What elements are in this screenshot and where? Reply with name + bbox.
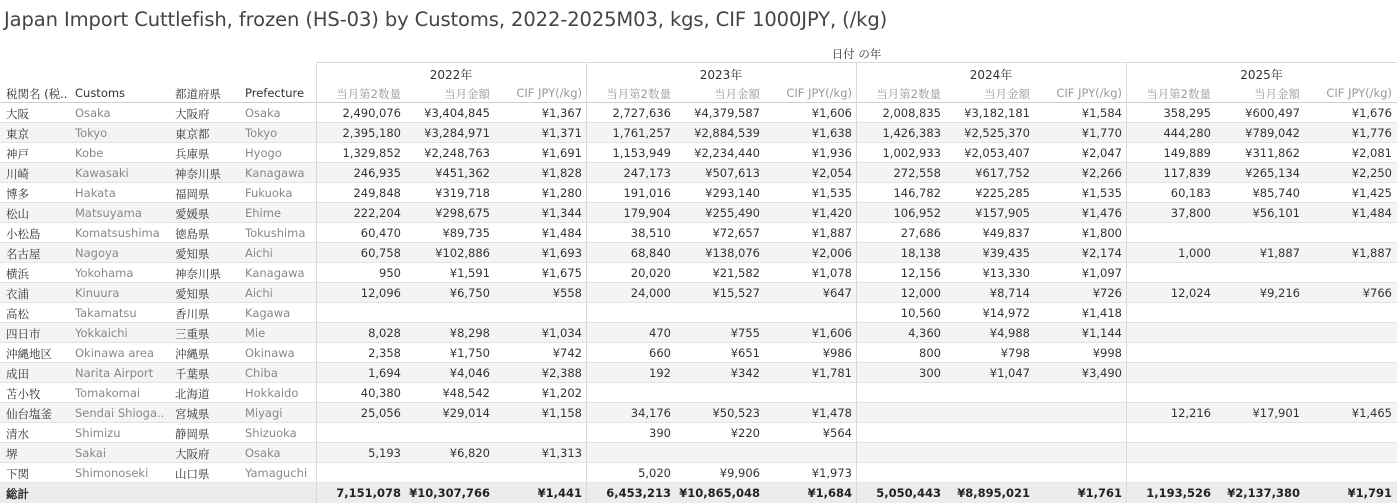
table-cell: 192 (649, 366, 671, 380)
table-cell: 60,183 (1170, 186, 1211, 200)
measure-header: 当月金額 (984, 87, 1030, 101)
table-cell: ¥72,657 (712, 226, 760, 240)
measure-header: CIF JPY(/kg) (516, 86, 582, 100)
total-cell: ¥8,895,021 (957, 486, 1030, 500)
table-cell: ¥3,182,181 (964, 106, 1030, 120)
table-cell: ¥2,248,763 (424, 146, 490, 160)
row-label-pref_jp: 兵庫県 (175, 147, 210, 161)
table-cell: 1,000 (1178, 246, 1211, 260)
table-cell: 10,560 (900, 306, 941, 320)
table-cell: ¥39,435 (982, 246, 1030, 260)
table-cell: 1,329,852 (342, 146, 401, 160)
table-cell: ¥3,284,971 (424, 126, 490, 140)
table-cell: ¥15,527 (712, 286, 760, 300)
table-cell: ¥342 (730, 366, 760, 380)
table-cell: ¥311,862 (1245, 146, 1300, 160)
year-header: 2023年 (699, 68, 743, 82)
row-separator (0, 302, 1397, 303)
table-cell: 40,380 (360, 386, 401, 400)
table-cell: 1,761,257 (612, 126, 671, 140)
table-cell: ¥1,034 (541, 326, 582, 340)
table-cell: ¥600,497 (1245, 106, 1300, 120)
row-label-jp: 衣浦 (6, 287, 29, 301)
table-cell: 12,156 (900, 266, 941, 280)
table-cell: 2,358 (368, 346, 401, 360)
table-cell: 950 (379, 266, 401, 280)
table-cell: ¥647 (822, 286, 852, 300)
year-header: 2025年 (1240, 68, 1283, 82)
row-label-pref_jp: 愛知県 (175, 287, 210, 301)
table-cell: ¥998 (1092, 346, 1122, 360)
table-cell: ¥220 (730, 426, 760, 440)
row-separator (0, 462, 1397, 463)
table-cell: ¥8,298 (449, 326, 490, 340)
table-cell: ¥1,313 (541, 446, 582, 460)
row-label-jp: 成田 (6, 367, 29, 381)
table-cell: 1,426,383 (882, 126, 941, 140)
table-cell: 300 (919, 366, 941, 380)
row-label-pref_jp: 千葉県 (175, 367, 210, 381)
table-cell: ¥4,379,587 (694, 106, 760, 120)
row-label-customs: Osaka (75, 106, 111, 120)
table-cell: ¥1,144 (1081, 326, 1122, 340)
table-cell: ¥1,750 (449, 346, 490, 360)
measure-header: 当月金額 (1254, 87, 1300, 101)
row-label-jp: 神戸 (6, 147, 29, 161)
table-cell: ¥1,465 (1351, 406, 1392, 420)
total-label: 総計 (6, 487, 29, 501)
row-separator (0, 142, 1397, 143)
row-label-pref: Ehime (245, 206, 282, 220)
table-cell: ¥6,820 (449, 446, 490, 460)
row-label-customs: Shimizu (75, 426, 121, 440)
table-cell: 34,176 (630, 406, 671, 420)
table-cell: 5,020 (638, 466, 671, 480)
row-label-jp: 堺 (6, 447, 18, 461)
table-cell: ¥1,158 (541, 406, 582, 420)
table-cell: ¥755 (730, 326, 760, 340)
table-cell: ¥766 (1362, 286, 1392, 300)
table-cell: ¥451,362 (435, 166, 490, 180)
table-cell: ¥2,525,370 (964, 126, 1030, 140)
row-label-customs: Tokyo (75, 126, 108, 140)
row-label-pref_jp: 宮城県 (175, 407, 210, 421)
row-label-pref: Osaka (245, 446, 281, 460)
table-cell: ¥2,388 (541, 366, 582, 380)
table-cell: ¥1,097 (1081, 266, 1122, 280)
table-cell: ¥2,266 (1081, 166, 1122, 180)
table-cell: ¥2,047 (1081, 146, 1122, 160)
table-cell: ¥8,714 (989, 286, 1030, 300)
table-cell: ¥1,828 (541, 166, 582, 180)
total-cell: 6,453,213 (606, 486, 671, 500)
row-label-jp: 名古屋 (6, 247, 41, 261)
row-label-jp: 四日市 (6, 327, 41, 341)
table-cell: ¥1,371 (541, 126, 582, 140)
row-label-jp: 沖縄地区 (6, 347, 52, 361)
table-cell: ¥1,367 (541, 106, 582, 120)
table-cell: 1,694 (368, 366, 401, 380)
row-separator (0, 342, 1397, 343)
row-label-pref_jp: 東京都 (175, 127, 210, 141)
table-cell: 12,000 (900, 286, 941, 300)
table-cell: ¥319,718 (435, 186, 490, 200)
table-cell: ¥1,676 (1351, 106, 1392, 120)
table-cell: ¥1,973 (811, 466, 852, 480)
total-cell: 1,193,526 (1146, 486, 1211, 500)
row-header-pref_jp: 都道府県 (175, 87, 221, 101)
table-cell: ¥50,523 (712, 406, 760, 420)
table-cell: 60,470 (360, 226, 401, 240)
table-cell: ¥1,800 (1081, 226, 1122, 240)
table-cell: 1,153,949 (612, 146, 671, 160)
row-label-pref: Okinawa (245, 346, 295, 360)
row-label-jp: 高松 (6, 307, 29, 321)
table-cell: ¥789,042 (1245, 126, 1300, 140)
row-header-pref: Prefecture (245, 86, 305, 100)
row-label-pref: Kagawa (245, 306, 291, 320)
row-label-pref: Kanagawa (245, 266, 305, 280)
row-label-pref: Shizuoka (245, 426, 297, 440)
table-cell: ¥265,134 (1245, 166, 1300, 180)
row-label-pref_jp: 山口県 (175, 467, 210, 481)
total-cell: 5,050,443 (876, 486, 941, 500)
table-cell: ¥2,174 (1081, 246, 1122, 260)
row-label-pref: Miyagi (245, 406, 283, 420)
row-label-jp: 小松島 (6, 227, 41, 241)
table-cell: 20,020 (630, 266, 671, 280)
table-cell: ¥1,887 (1259, 246, 1300, 260)
table-cell: ¥1,936 (811, 146, 852, 160)
table-cell: ¥558 (552, 286, 582, 300)
table-cell: 146,782 (893, 186, 941, 200)
table-cell: 2,395,180 (342, 126, 401, 140)
table-cell: ¥1,484 (1351, 206, 1392, 220)
table-cell: ¥21,582 (712, 266, 760, 280)
table-cell: ¥1,675 (541, 266, 582, 280)
row-label-customs: Okinawa area (75, 346, 154, 360)
table-cell: 800 (919, 346, 941, 360)
row-label-customs: Narita Airport (75, 366, 154, 380)
measure-header: CIF JPY(/kg) (786, 86, 852, 100)
table-cell: 37,800 (1170, 206, 1211, 220)
table-cell: 106,952 (893, 206, 941, 220)
row-label-pref: Tokushima (245, 226, 306, 240)
table-cell: 4,360 (908, 326, 941, 340)
row-label-pref: Chiba (245, 366, 278, 380)
column-group-label: 日付 の年 (831, 47, 882, 61)
table-cell: ¥1,781 (811, 366, 852, 380)
table-cell: 2,490,076 (342, 106, 401, 120)
table-cell: 25,056 (360, 406, 401, 420)
table-cell: ¥1,693 (541, 246, 582, 260)
year-header: 2024年 (969, 68, 1013, 82)
table-cell: 1,002,933 (882, 146, 941, 160)
table-cell: ¥1,420 (811, 206, 852, 220)
table-cell: ¥1,638 (811, 126, 852, 140)
table-cell: ¥1,535 (811, 186, 852, 200)
table-cell: ¥2,234,440 (694, 146, 760, 160)
row-label-pref_jp: 香川県 (175, 307, 210, 321)
total-cell: ¥10,865,048 (679, 486, 760, 500)
total-cell: ¥1,684 (807, 486, 852, 500)
row-label-pref_jp: 福岡県 (175, 187, 210, 201)
table-cell: 12,216 (1170, 406, 1211, 420)
total-cell: 7,151,078 (336, 486, 401, 500)
row-label-customs: Takamatsu (75, 306, 137, 320)
table-cell: ¥1,280 (541, 186, 582, 200)
table-cell: ¥255,490 (705, 206, 760, 220)
table-cell: 5,193 (368, 446, 401, 460)
table-cell: ¥14,972 (982, 306, 1030, 320)
header-separator (0, 102, 1397, 103)
table-cell: 191,016 (623, 186, 671, 200)
row-label-customs: Sakai (75, 446, 107, 460)
table-cell: ¥1,484 (541, 226, 582, 240)
table-cell: 246,935 (353, 166, 401, 180)
row-label-jp: 川崎 (6, 167, 29, 181)
table-cell: 272,558 (893, 166, 941, 180)
table-cell: ¥2,250 (1351, 166, 1392, 180)
table-cell: ¥9,906 (719, 466, 760, 480)
row-label-customs: Shimonoseki (75, 466, 149, 480)
table-cell: ¥3,404,845 (424, 106, 490, 120)
table-cell: 8,028 (368, 326, 401, 340)
table-cell: ¥1,887 (1351, 246, 1392, 260)
row-separator (0, 422, 1397, 423)
row-label-pref_jp: 神奈川県 (175, 267, 221, 281)
table-cell: ¥1,344 (541, 206, 582, 220)
table-cell: ¥726 (1092, 286, 1122, 300)
table-cell: 149,889 (1163, 146, 1211, 160)
table-cell: 117,839 (1163, 166, 1211, 180)
table-cell: ¥298,675 (435, 206, 490, 220)
row-label-jp: 大阪 (6, 107, 29, 121)
table-cell: ¥4,046 (449, 366, 490, 380)
table-cell: ¥1,047 (989, 366, 1030, 380)
table-cell: ¥1,606 (811, 106, 852, 120)
table-cell: ¥4,988 (989, 326, 1030, 340)
row-label-pref_jp: 大阪府 (175, 447, 210, 461)
total-cell: ¥1,441 (537, 486, 582, 500)
table-cell: ¥89,735 (442, 226, 490, 240)
table-cell: ¥29,014 (442, 406, 490, 420)
measure-header: 当月第2数量 (606, 87, 671, 101)
row-separator (0, 382, 1397, 383)
row-label-customs: Yokohama (75, 266, 134, 280)
row-label-jp: 清水 (6, 427, 29, 441)
row-label-pref: Tokyo (245, 126, 278, 140)
table-cell: ¥293,140 (705, 186, 760, 200)
table-cell: 247,173 (623, 166, 671, 180)
table-cell: ¥56,101 (1252, 206, 1300, 220)
table-cell: ¥564 (822, 426, 852, 440)
measure-header: 当月金額 (444, 87, 490, 101)
row-label-jp: 横浜 (6, 267, 29, 281)
row-label-customs: Kinuura (75, 286, 120, 300)
table-cell: ¥1,425 (1351, 186, 1392, 200)
year-header-rule (316, 62, 1397, 63)
table-cell: ¥1,535 (1081, 186, 1122, 200)
row-label-customs: Komatsushima (75, 226, 160, 240)
row-label-customs: Tomakomai (75, 386, 141, 400)
table-cell: ¥3,490 (1081, 366, 1122, 380)
table-cell: 179,904 (623, 206, 671, 220)
table-cell: ¥986 (822, 346, 852, 360)
row-label-pref_jp: 神奈川県 (175, 167, 221, 181)
table-cell: ¥6,750 (449, 286, 490, 300)
table-cell: 2,727,636 (612, 106, 671, 120)
page-title: Japan Import Cuttlefish, frozen (HS-03) by Customs, 2022-2025M03, kgs, CIF 1000JPY, (/kg) (4, 8, 888, 31)
row-label-pref_jp: 愛媛県 (175, 207, 210, 221)
table-cell: ¥225,285 (975, 186, 1030, 200)
year-header: 2022年 (429, 68, 473, 82)
table-cell: ¥1,476 (1081, 206, 1122, 220)
row-label-pref_jp: 愛知県 (175, 247, 210, 261)
row-label-pref: Osaka (245, 106, 281, 120)
table-cell: ¥17,901 (1252, 406, 1300, 420)
table-cell: ¥48,542 (442, 386, 490, 400)
table-cell: ¥1,776 (1351, 126, 1392, 140)
row-label-pref_jp: 北海道 (175, 387, 210, 401)
row-label-pref: Fukuoka (245, 186, 293, 200)
table-cell: ¥617,752 (975, 166, 1030, 180)
total-cell: ¥10,307,766 (409, 486, 490, 500)
table-cell: 12,024 (1170, 286, 1211, 300)
table-cell: ¥2,884,539 (694, 126, 760, 140)
table-cell: 68,840 (630, 246, 671, 260)
table-cell: ¥9,216 (1259, 286, 1300, 300)
table-cell: ¥1,606 (811, 326, 852, 340)
measure-header: 当月第2数量 (876, 87, 941, 101)
measure-header: CIF JPY(/kg) (1326, 86, 1392, 100)
row-label-customs: Yokkaichi (75, 326, 128, 340)
data-table (0, 44, 1397, 504)
row-label-pref_jp: 大阪府 (175, 107, 210, 121)
table-cell: 444,280 (1163, 126, 1211, 140)
table-cell: ¥1,584 (1081, 106, 1122, 120)
row-label-jp: 博多 (6, 187, 29, 201)
table-cell: ¥2,081 (1351, 146, 1392, 160)
row-label-pref_jp: 静岡県 (175, 427, 210, 441)
table-cell: 222,204 (353, 206, 401, 220)
row-label-jp: 下関 (6, 467, 29, 481)
measure-header: 当月第2数量 (336, 87, 401, 101)
measure-header: 当月第2数量 (1146, 87, 1211, 101)
row-label-pref_jp: 徳島県 (175, 227, 210, 241)
table-cell: ¥2,006 (811, 246, 852, 260)
table-cell: ¥1,691 (541, 146, 582, 160)
table-cell: ¥1,202 (541, 386, 582, 400)
total-cell: ¥1,791 (1347, 486, 1392, 500)
row-label-customs: Hakata (75, 186, 116, 200)
table-cell: ¥1,478 (811, 406, 852, 420)
table-cell: ¥102,886 (435, 246, 490, 260)
measure-header: 当月金額 (714, 87, 760, 101)
table-cell: ¥13,330 (982, 266, 1030, 280)
table-cell: 12,096 (360, 286, 401, 300)
table-cell: ¥507,613 (705, 166, 760, 180)
table-cell: ¥651 (730, 346, 760, 360)
table-cell: ¥1,770 (1081, 126, 1122, 140)
table-cell: ¥85,740 (1252, 186, 1300, 200)
table-cell: 2,008,835 (882, 106, 941, 120)
row-header-customs: Customs (75, 86, 126, 100)
table-cell: ¥2,054 (811, 166, 852, 180)
table-cell: 60,758 (360, 246, 401, 260)
table-cell: 390 (649, 426, 671, 440)
table-cell: ¥49,837 (982, 226, 1030, 240)
table-cell: 358,295 (1163, 106, 1211, 120)
row-label-customs: Kawasaki (75, 166, 129, 180)
row-separator (0, 222, 1397, 223)
row-separator (0, 182, 1397, 183)
measure-header: CIF JPY(/kg) (1056, 86, 1122, 100)
row-label-jp: 東京 (6, 127, 29, 141)
row-label-customs: Kobe (75, 146, 104, 160)
row-label-pref: Mie (245, 326, 266, 340)
table-cell: 18,138 (900, 246, 941, 260)
table-cell: ¥742 (552, 346, 582, 360)
row-label-pref: Aichi (245, 286, 273, 300)
table-cell: ¥157,905 (975, 206, 1030, 220)
row-label-pref: Kanagawa (245, 166, 305, 180)
table-cell: ¥1,887 (811, 226, 852, 240)
row-label-customs: Matsuyama (75, 206, 142, 220)
row-label-pref: Hyogo (245, 146, 282, 160)
row-label-jp: 仙台塩釜 (6, 407, 52, 421)
table-cell: 470 (649, 326, 671, 340)
table-cell: ¥1,078 (811, 266, 852, 280)
row-label-pref: Hokkaido (245, 386, 299, 400)
table-cell: ¥798 (1000, 346, 1030, 360)
row-label-jp: 苫小牧 (6, 387, 41, 401)
table-cell: 24,000 (630, 286, 671, 300)
table-cell: ¥138,076 (705, 246, 760, 260)
row-label-customs: Sendai Shioga.. (75, 406, 165, 420)
row-label-pref_jp: 沖縄県 (175, 347, 210, 361)
table-cell: 660 (649, 346, 671, 360)
row-label-customs: Nagoya (75, 246, 119, 260)
row-label-jp: 松山 (6, 207, 29, 221)
row-label-pref: Aichi (245, 246, 273, 260)
table-cell: 249,848 (353, 186, 401, 200)
row-separator (0, 262, 1397, 263)
table-cell: 38,510 (630, 226, 671, 240)
table-cell: ¥1,418 (1081, 306, 1122, 320)
total-cell: ¥2,137,380 (1227, 486, 1300, 500)
row-label-pref_jp: 三重県 (175, 327, 210, 341)
total-cell: ¥1,761 (1077, 486, 1122, 500)
table-cell: 27,686 (900, 226, 941, 240)
table-cell: ¥1,591 (449, 266, 490, 280)
table-cell: ¥2,053,407 (964, 146, 1030, 160)
row-label-pref: Yamaguchi (245, 466, 308, 480)
row-header-jp: 税関名 (税.. (6, 87, 68, 101)
